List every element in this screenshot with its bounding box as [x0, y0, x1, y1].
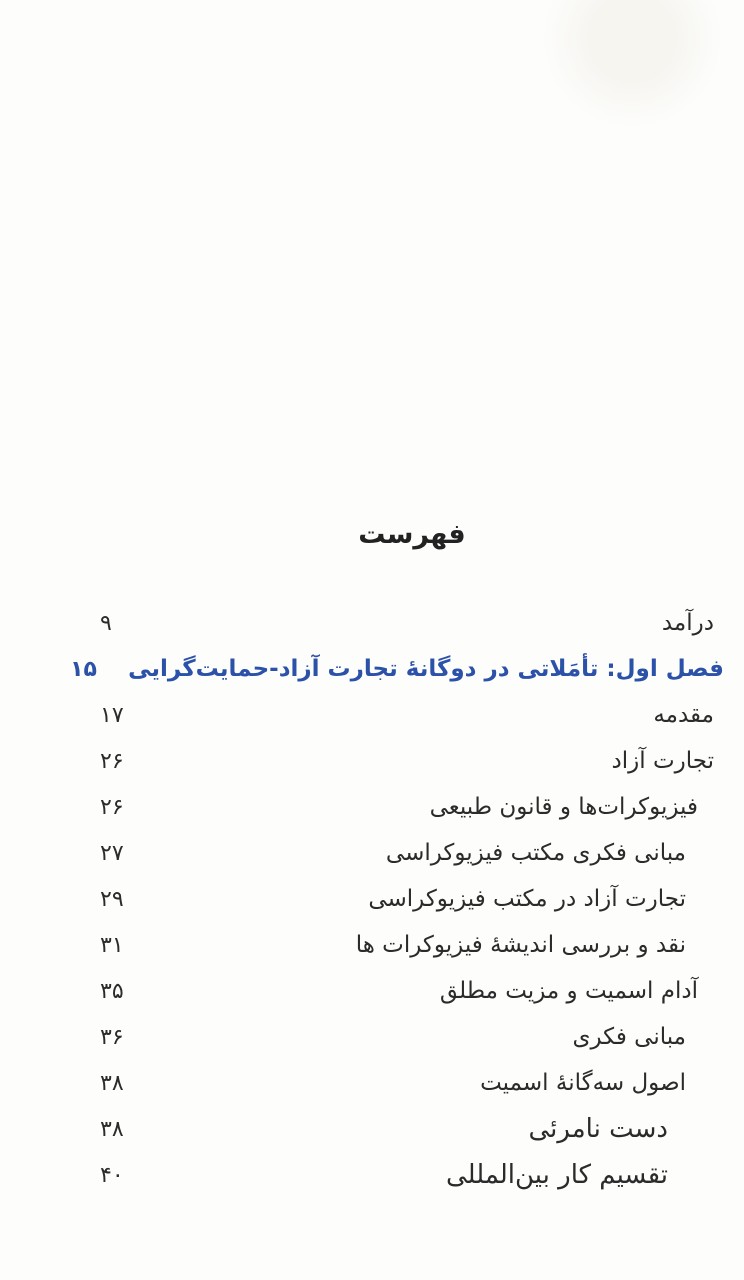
- toc-entry-title: فصل اول: تأمَلاتی در دوگانهٔ تجارت آزاد-حمایت‌گرایی: [128, 656, 724, 682]
- toc-row: [100, 968, 724, 1014]
- toc-entry-page-number: ۱۵: [70, 656, 97, 682]
- toc-row: [100, 1014, 724, 1060]
- toc-row: [100, 738, 724, 784]
- toc-row: [100, 692, 724, 738]
- toc-entry-page-number: ۲۷: [100, 840, 124, 866]
- toc-entry-title: آدام اسمیت و مزیت مطلق: [439, 978, 698, 1004]
- table-of-contents: [70, 600, 724, 1198]
- toc-row: [100, 922, 724, 968]
- toc-row: [70, 646, 724, 692]
- toc-entry-title: نقد و بررسی اندیشهٔ فیزیوکرات ها: [355, 932, 686, 958]
- toc-row: [100, 1152, 724, 1198]
- toc-entry-page-number: ۳۶: [100, 1024, 124, 1050]
- toc-entry-title: فیزیوکرات‌ها و قانون طبیعی: [429, 794, 698, 820]
- toc-entry-page-number: ۳۵: [100, 978, 124, 1004]
- toc-row: [100, 1106, 724, 1152]
- toc-entry-title: تجارت آزاد: [611, 748, 714, 774]
- toc-row: [100, 600, 724, 646]
- toc-entry-page-number: ۳۱: [100, 932, 124, 958]
- toc-entry-page-number: ۳۸: [100, 1070, 124, 1096]
- toc-entry-title: مقدمه: [653, 702, 714, 728]
- toc-row: [100, 784, 724, 830]
- toc-entry-title: تجارت آزاد در مکتب فیزیوکراسی: [368, 886, 686, 912]
- toc-entry-title: تقسیم کار بین‌المللی: [445, 1160, 668, 1190]
- toc-row: [100, 876, 724, 922]
- contents-heading: فهرست: [358, 519, 466, 550]
- toc-entry-title: مبانی فکری مکتب فیزیوکراسی: [385, 840, 686, 866]
- toc-row: [100, 830, 724, 876]
- toc-entry-page-number: ۱۷: [100, 702, 124, 728]
- toc-entry-page-number: ۲۹: [100, 886, 124, 912]
- toc-entry-title: اصول سه‌گانهٔ اسمیت: [480, 1070, 686, 1096]
- toc-entry-title: مبانی فکری: [572, 1024, 686, 1050]
- toc-entry-page-number: ۳۸: [100, 1116, 124, 1142]
- toc-entry-page-number: ۲۶: [100, 748, 124, 774]
- toc-entry-page-number: ۲۶: [100, 794, 124, 820]
- toc-row: [100, 1060, 724, 1106]
- toc-entry-title: دست نامرئی: [528, 1114, 668, 1144]
- toc-entry-page-number: ۴۰: [100, 1162, 124, 1188]
- toc-entry-title: درآمد: [661, 610, 714, 636]
- toc-entry-page-number: ۹: [100, 610, 112, 636]
